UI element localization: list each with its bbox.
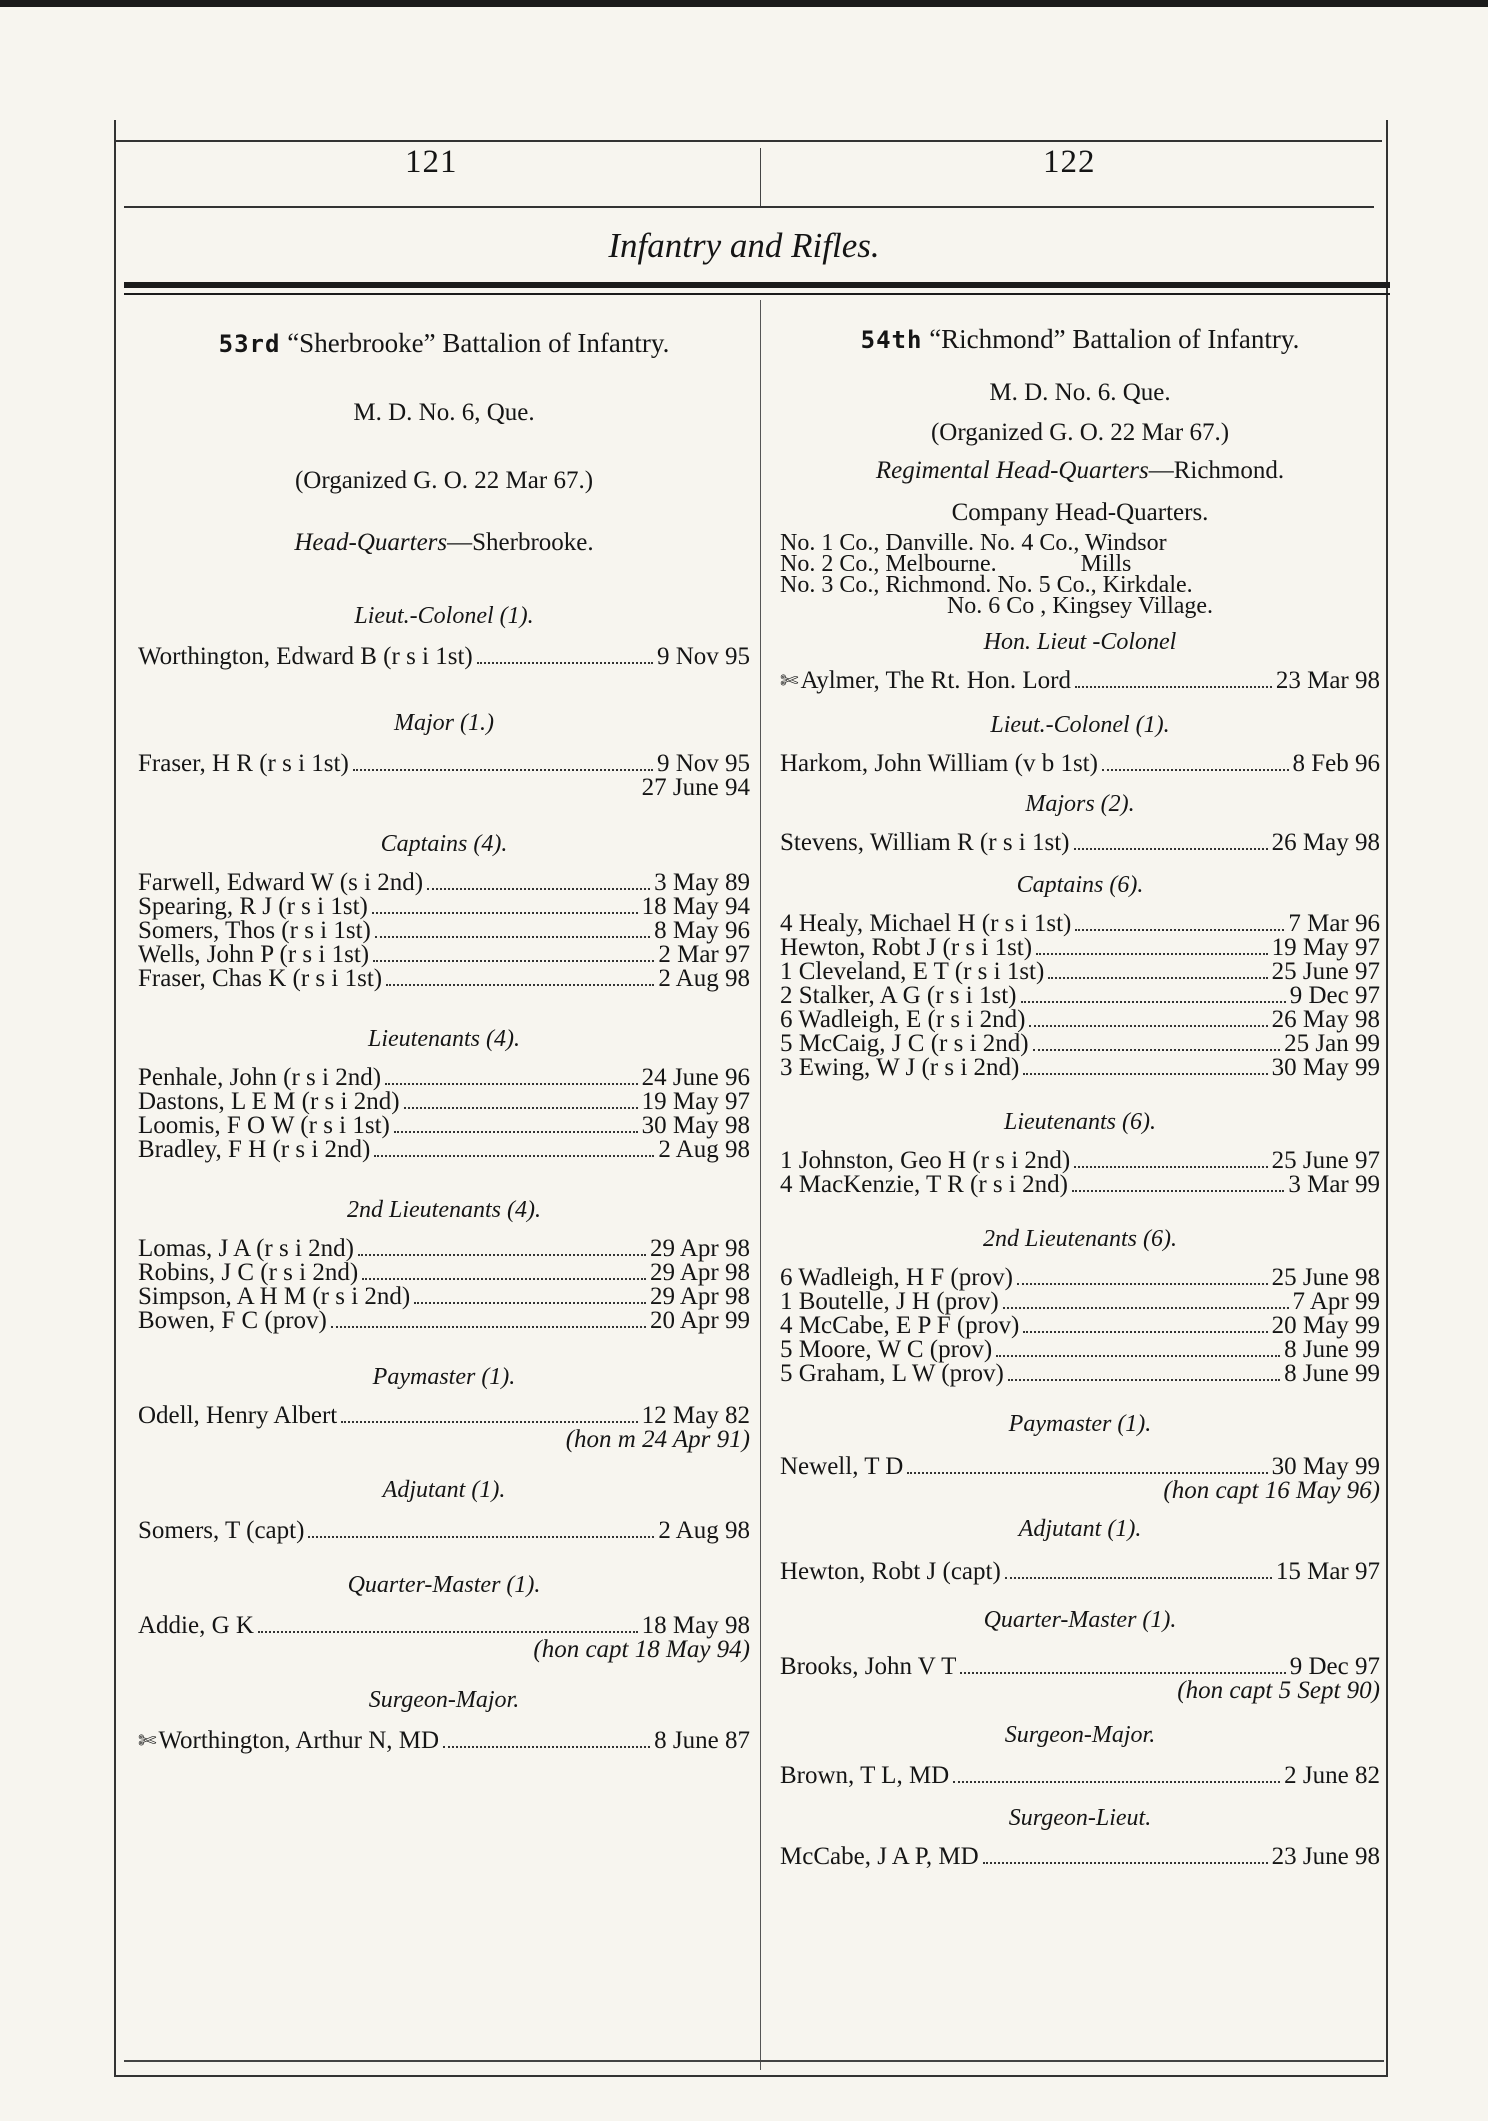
commission-date: 20 May 99 [1271, 1312, 1380, 1339]
commission-date: 9 Nov 95 [656, 643, 750, 670]
rank-title-paymaster: Paymaster (1). [372, 1364, 516, 1390]
rank-title-second-lieutenants: 2nd Lieutenants (6). [983, 1226, 1177, 1252]
headquarters [780, 457, 1380, 485]
rank-title-lieut-colonel: Lieut.-Colonel (1). [990, 712, 1170, 738]
officer-name: Odell, Henry Albert [138, 1402, 338, 1429]
commission-date: 25 Jan 99 [1284, 1030, 1380, 1057]
military-district: M. D. No. 6. Que. [989, 379, 1171, 406]
leader-dots [1075, 686, 1272, 688]
commission-date: 29 Apr 98 [650, 1235, 750, 1262]
officer-entry [138, 1517, 750, 1544]
leader-dots [983, 1862, 1268, 1864]
officer-name: Bradley, F H (r s i 2nd) [138, 1136, 371, 1163]
leader-dots [372, 912, 638, 914]
page-number-divider [760, 148, 761, 206]
commission-date: 29 Apr 98 [650, 1283, 750, 1310]
leader-dots [308, 1536, 654, 1538]
rank-title-adjutant: Adjutant (1). [1018, 1516, 1142, 1542]
leader-dots [1005, 1577, 1272, 1579]
second-lieutenants-list [138, 1235, 750, 1334]
surgeon-lieut-list [780, 1843, 1380, 1870]
leader-dots [907, 1472, 1267, 1474]
quartermaster-note: (hon capt 5 Sept 90) [1177, 1677, 1380, 1704]
leader-dots [331, 1326, 646, 1328]
leader-dots [1074, 848, 1268, 850]
company-list [780, 530, 1380, 619]
headquarters-label: Regimental Head-Quarters [875, 457, 1149, 484]
leader-dots [358, 1254, 646, 1256]
leader-dots [1023, 1331, 1267, 1333]
rank-title-quartermaster: Quarter-Master (1). [347, 1572, 541, 1598]
company-headquarters-title: Company Head-Quarters. [951, 499, 1209, 526]
commission-date: 25 June 97 [1271, 958, 1380, 985]
commission-date: 2 Mar 97 [658, 941, 750, 968]
officer-name: Simpson, A H M (r s i 2nd) [138, 1283, 411, 1310]
leader-dots [353, 769, 653, 771]
leader-dots [374, 1155, 654, 1157]
leader-dots [1074, 1166, 1267, 1168]
leader-dots [1033, 1049, 1281, 1051]
commission-date: 20 Apr 99 [650, 1307, 750, 1334]
officer-name: 2 Stalker, A G (r s i 1st) [780, 982, 1017, 1009]
leader-dots [1102, 769, 1289, 771]
adjutant-list [138, 1517, 750, 1544]
company-line: No. 1 Co., Danville. No. 4 Co., Windsor [780, 530, 1167, 556]
commission-date: 29 Apr 98 [650, 1259, 750, 1286]
leader-dots [443, 1746, 650, 1748]
officer-name: Somers, T (capt) [138, 1517, 305, 1544]
rank-title-majors: Majors (2). [1025, 791, 1135, 817]
scissors-icon: ✄ [780, 668, 799, 693]
leader-dots [385, 1083, 638, 1085]
commission-date: 19 May 97 [641, 1088, 750, 1115]
commission-date: 24 June 96 [641, 1064, 750, 1091]
paymaster-note: (hon m 24 Apr 91) [565, 1426, 750, 1453]
lieut-colonel-list [138, 643, 750, 670]
military-district: M. D. No. 6, Que. [353, 399, 535, 426]
leader-dots [1023, 1073, 1267, 1075]
quartermaster-note: (hon capt 18 May 94) [533, 1636, 750, 1663]
battalion-heading [780, 322, 1380, 357]
officer-name: Lomas, J A (r s i 2nd) [138, 1235, 354, 1262]
leader-dots [1021, 1001, 1286, 1003]
leader-dots [1029, 1025, 1267, 1027]
battalion-name: “Sherbrooke” Battalion of Infantry. [287, 328, 670, 358]
rank-title-lieutenants: Lieutenants (4). [368, 1026, 520, 1052]
officer-name: 1 Cleveland, E T (r s i 1st) [780, 958, 1045, 985]
officer-name: 1 Boutelle, J H (prov) [780, 1288, 999, 1315]
officer-name: Fraser, H R (r s i 1st) [138, 750, 349, 777]
leader-dots [414, 1302, 646, 1304]
organized-order: (Organized G. O. 22 Mar 67.) [930, 419, 1230, 446]
officer-entry [138, 1727, 750, 1754]
officer-name: Brown, T L, MD [780, 1762, 950, 1789]
lieutenants-list [138, 1064, 750, 1163]
commission-date: 7 Apr 99 [1292, 1288, 1380, 1315]
header-rule [124, 206, 1374, 208]
commission-date: 26 May 98 [1271, 1006, 1380, 1033]
lieutenants-list [780, 1147, 1380, 1198]
leader-dots [953, 1781, 1280, 1783]
commission-date: 26 May 98 [1271, 829, 1380, 856]
major-note: 27 June 94 [641, 774, 750, 801]
leader-dots [394, 1131, 638, 1133]
leader-dots [1017, 1283, 1268, 1285]
officer-name: Penhale, John (r s i 2nd) [138, 1064, 382, 1091]
commission-date: 3 May 89 [654, 869, 750, 896]
captains-list [138, 869, 750, 992]
leader-dots [427, 888, 650, 890]
officer-name: 4 McCabe, E P F (prov) [780, 1312, 1020, 1339]
commission-date: 18 May 98 [641, 1612, 750, 1639]
officer-name: 1 Johnston, Geo H (r s i 2nd) [780, 1147, 1071, 1174]
commission-date: 18 May 94 [641, 893, 750, 920]
leader-dots [341, 1421, 637, 1423]
officer-name: Hewton, Robt J (r s i 1st) [780, 934, 1033, 961]
section-title: Infantry and Rifles. [608, 226, 880, 265]
surgeon-major-list [780, 1762, 1380, 1789]
adjutant-list [780, 1558, 1380, 1585]
officer-name: Somers, Thos (r s i 1st) [138, 917, 371, 944]
commission-date: 7 Mar 96 [1288, 910, 1380, 937]
double-rule-thick [124, 282, 1390, 288]
rank-title-paymaster: Paymaster (1). [1008, 1411, 1152, 1437]
bottom-rule [124, 2060, 1384, 2062]
officer-entry [780, 1360, 1380, 1387]
headquarters-label: Head-Quarters [294, 529, 448, 556]
battalion-name: “Richmond” Battalion of Infantry. [929, 324, 1300, 354]
commission-date: 8 June 99 [1284, 1360, 1380, 1387]
leader-dots [1072, 1190, 1284, 1192]
leader-dots [1036, 953, 1268, 955]
officer-name: Bowen, F C (prov) [138, 1307, 327, 1334]
scissors-icon: ✄ [138, 1728, 157, 1753]
battalion-heading [138, 326, 750, 361]
officer-entry [780, 829, 1380, 856]
rank-title-quartermaster: Quarter-Master (1). [983, 1607, 1177, 1633]
commission-date: 9 Dec 97 [1289, 982, 1380, 1009]
officer-entry [138, 1307, 750, 1334]
rank-title-hon-lieut-colonel: Hon. Lieut -Colonel [983, 629, 1177, 655]
rank-title-second-lieutenants: 2nd Lieutenants (4). [347, 1197, 541, 1223]
commission-date: 2 June 82 [1284, 1762, 1380, 1789]
surgeon-major-list [138, 1727, 750, 1754]
leader-dots [386, 984, 654, 986]
company-line: No. 3 Co., Richmond. No. 5 Co., Kirkdale. [780, 572, 1193, 598]
leader-dots [362, 1278, 646, 1280]
officer-name: McCabe, J A P, MD [780, 1843, 979, 1870]
officer-name: Harkom, John William (v b 1st) [780, 750, 1098, 777]
commission-date: 9 Nov 95 [656, 750, 750, 777]
officer-entry [138, 965, 750, 992]
leader-dots [960, 1672, 1285, 1674]
leader-dots [477, 662, 653, 664]
rank-title-captains: Captains (6). [1016, 872, 1144, 898]
officer-name: 4 MacKenzie, T R (r s i 2nd) [780, 1171, 1068, 1198]
commission-date: 8 May 96 [654, 917, 750, 944]
page-number-row [116, 140, 1382, 204]
commission-date: 2 Aug 98 [658, 1136, 750, 1163]
officer-name: 5 McCaig, J C (r s i 2nd) [780, 1030, 1029, 1057]
rank-title-captains: Captains (4). [380, 831, 508, 857]
rank-title-lieut-colonel: Lieut.-Colonel (1). [354, 603, 534, 629]
leader-dots [1048, 977, 1267, 979]
officer-name: Brooks, John V T [780, 1653, 957, 1680]
battalion-number: 54th [860, 326, 923, 354]
officer-name: 5 Graham, L W (prov) [780, 1360, 1004, 1387]
commission-date: 23 Mar 98 [1275, 667, 1380, 694]
commission-date: 8 Feb 96 [1292, 750, 1380, 777]
leader-dots [404, 1107, 638, 1109]
headquarters-place: —Richmond. [1148, 457, 1285, 484]
officer-name: Robins, J C (r s i 2nd) [138, 1259, 359, 1286]
officer-name: Wells, John P (r s i 1st) [138, 941, 370, 968]
commission-date: 2 Aug 98 [658, 965, 750, 992]
officer-entry [780, 1843, 1380, 1870]
commission-date: 15 Mar 97 [1275, 1558, 1380, 1585]
leader-dots [1008, 1379, 1280, 1381]
officer-entry [780, 1558, 1380, 1585]
double-rule-thin [124, 293, 1390, 295]
paymaster-note: (hon capt 16 May 96) [1163, 1477, 1380, 1504]
officer-entry [780, 750, 1380, 777]
officer-name: Newell, T D [780, 1453, 904, 1480]
commission-date: 30 May 99 [1271, 1453, 1380, 1480]
officer-name: Stevens, William R (r s i 1st) [780, 829, 1070, 856]
leader-dots [373, 960, 654, 962]
leader-dots [1075, 929, 1284, 931]
officer-name: Dastons, L E M (r s i 2nd) [138, 1088, 400, 1115]
rank-title-surgeon-major: Surgeon-Major. [1004, 1722, 1156, 1748]
page-number-left: 121 [405, 144, 458, 180]
officer-name: Addie, G K [138, 1612, 254, 1639]
officer-name: Worthington, Arthur N, MD [158, 1727, 440, 1754]
officer-name: Hewton, Robt J (capt) [780, 1558, 1001, 1585]
headquarters [138, 529, 750, 557]
rank-title-major: Major (1.) [394, 710, 494, 736]
rank-title-adjutant: Adjutant (1). [382, 1477, 506, 1503]
leader-dots [258, 1631, 638, 1633]
page-number-right: 122 [1043, 144, 1096, 180]
rank-title-surgeon-major: Surgeon-Major. [368, 1687, 520, 1713]
leader-dots [1003, 1307, 1289, 1309]
battalion-54th-column [780, 300, 1380, 1870]
officer-entry [138, 1136, 750, 1163]
lieut-colonel-list [780, 750, 1380, 777]
officer-name: Farwell, Edward W (s i 2nd) [138, 869, 424, 896]
commission-date: 30 May 99 [1271, 1054, 1380, 1081]
organized-order: (Organized G. O. 22 Mar 67.) [294, 467, 594, 494]
leader-dots [996, 1355, 1280, 1357]
commission-date: 25 June 97 [1271, 1147, 1380, 1174]
commission-date: 12 May 82 [641, 1402, 750, 1429]
hon-lieut-colonel-list [780, 667, 1380, 694]
officer-name: 3 Ewing, W J (r s i 2nd) [780, 1054, 1020, 1081]
headquarters-place: —Sherbrooke. [447, 529, 594, 556]
officer-name: 5 Moore, W C (prov) [780, 1336, 993, 1363]
commission-date: 23 June 98 [1271, 1843, 1380, 1870]
officer-name: 6 Wadleigh, E (r s i 2nd) [780, 1006, 1026, 1033]
majors-list [780, 829, 1380, 856]
officer-name: Worthington, Edward B (r s i 1st) [138, 643, 473, 670]
officer-name: Loomis, F O W (r s i 1st) [138, 1112, 390, 1139]
officer-name: Fraser, Chas K (r s i 1st) [138, 965, 383, 992]
officer-entry [780, 667, 1380, 694]
officer-entry [780, 1762, 1380, 1789]
rank-title-surgeon-lieut: Surgeon-Lieut. [1008, 1805, 1152, 1831]
officer-name: Spearing, R J (r s i 1st) [138, 893, 368, 920]
officer-entry [780, 1054, 1380, 1081]
second-lieutenants-list [780, 1264, 1380, 1387]
officer-name: 6 Wadleigh, H F (prov) [780, 1264, 1013, 1291]
column-divider [760, 300, 761, 2070]
leader-dots [375, 936, 650, 938]
commission-date: 30 May 98 [641, 1112, 750, 1139]
battalion-53rd-column [138, 300, 750, 1754]
officer-entry [138, 643, 750, 670]
officer-entry [780, 1171, 1380, 1198]
commission-date: 25 June 98 [1271, 1264, 1380, 1291]
officer-name: Aylmer, The Rt. Hon. Lord [800, 667, 1071, 694]
company-line: No. 6 Co , Kingsey Village. [946, 593, 1214, 619]
captains-list [780, 910, 1380, 1081]
commission-date: 8 June 87 [654, 1727, 750, 1754]
rank-title-lieutenants: Lieutenants (6). [1004, 1109, 1156, 1135]
commission-date: 19 May 97 [1271, 934, 1380, 961]
commission-date: 2 Aug 98 [658, 1517, 750, 1544]
commission-date: 8 June 99 [1284, 1336, 1380, 1363]
top-rule [0, 0, 1488, 7]
commission-date: 9 Dec 97 [1289, 1653, 1380, 1680]
battalion-number: 53rd [218, 330, 281, 358]
company-line: No. 2 Co., Melbourne. Mills [780, 551, 1132, 577]
commission-date: 3 Mar 99 [1288, 1171, 1380, 1198]
officer-name: 4 Healy, Michael H (r s i 1st) [780, 910, 1072, 937]
